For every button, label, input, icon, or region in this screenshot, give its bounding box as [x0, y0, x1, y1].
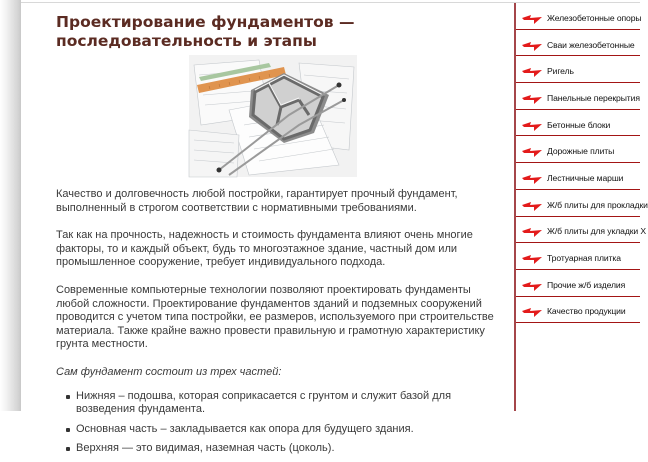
- red-lightning-bolt-icon: [522, 225, 542, 237]
- sidebar-item-concrete-blocks[interactable]: [516, 110, 640, 137]
- sidebar-item-road-slabs[interactable]: [516, 136, 640, 163]
- sidebar-item-stair-flights[interactable]: [516, 163, 640, 190]
- foundation-parts-list: [56, 390, 496, 456]
- sidebar-item-label: Сваи железобетонные: [547, 39, 635, 50]
- red-lightning-bolt-icon: [522, 145, 542, 157]
- sidebar-item-panel-floors[interactable]: [516, 83, 640, 110]
- sidebar-item-slabs-for-placement[interactable]: [516, 217, 647, 244]
- sidebar-item-label: Железобетонные опоры: [547, 12, 642, 23]
- sidebar-item-label: Ригель: [547, 66, 574, 77]
- sidebar-item-label: Ж/б плиты для прокладки: [547, 199, 648, 210]
- sidebar-item-label: Дорожные плиты: [547, 146, 615, 157]
- article-paragraph: Так как на прочность, надежность и стоимость фундамента влияют очень многие факторы, то и каждый объект, будь то многоэтажное здание, частный дом или промышленное сооружение, требует индивидуального подхода.: [56, 229, 473, 269]
- red-lightning-bolt-icon: [522, 119, 542, 131]
- sidebar-item-product-quality[interactable]: [516, 297, 640, 324]
- list-item: Нижняя – подошва, которая соприкасается с грунтом и служит базой для возведения фундамента.: [66, 390, 496, 417]
- product-sidebar: [514, 3, 648, 411]
- red-lightning-bolt-icon: [522, 305, 542, 317]
- sidebar-item-label: Лестничные марши: [547, 172, 624, 183]
- red-lightning-bolt-icon: [522, 65, 542, 77]
- sidebar-item-label: Панельные перекрытия: [547, 92, 640, 103]
- red-lightning-bolt-icon: [522, 252, 542, 264]
- red-lightning-bolt-icon: [522, 199, 542, 211]
- sidebar-item-paving-tiles[interactable]: [516, 243, 640, 270]
- list-item: Основная часть – закладывается как опора для будущего здания.: [66, 423, 496, 437]
- sidebar-item-concrete-piles[interactable]: [516, 30, 640, 57]
- list-lead-in: Сам фундамент состоит из трех частей:: [56, 365, 282, 378]
- list-item: Верхняя — это видимая, наземная часть (цоколь).: [66, 442, 496, 456]
- article-paragraph: Качество и долговечность любой постройки, гарантирует прочный фундамент, выполненный в строгом соответствии с нормативными требованиями.: [56, 188, 458, 214]
- sidebar-item-reinforced-concrete-supports[interactable]: [516, 3, 640, 30]
- hero-image: [189, 55, 357, 177]
- sidebar-item-label: Бетонные блоки: [547, 119, 611, 130]
- sidebar-item-label: Ж/б плиты для укладки Х: [547, 226, 647, 237]
- sidebar-item-slabs-for-laying[interactable]: [516, 190, 648, 217]
- article-paragraph: Современные компьютерные технологии позволяют проектировать фундаменты любой сложности. Проектирование фундаментов зданий и подземных сооружений проводится с учетом типа постройки, ее размеров, используемого при строительстве материала. Также крайне важно провести правильную и грамотную характеристику грунта местности.: [56, 283, 494, 351]
- sidebar-item-label: Тротуарная плитка: [547, 253, 621, 264]
- sidebar-item-other-products[interactable]: [516, 270, 640, 297]
- red-lightning-bolt-icon: [522, 92, 542, 104]
- sidebar-item-label: Прочие ж/б изделия: [547, 279, 626, 290]
- red-lightning-bolt-icon: [522, 172, 542, 184]
- sidebar-item-crossbar[interactable]: [516, 56, 640, 83]
- page-title: Проектирование фундаментов — последовательность и этапы: [56, 13, 355, 50]
- red-lightning-bolt-icon: [522, 279, 542, 291]
- sidebar-item-label: Качество продукции: [547, 306, 626, 317]
- article-body: [56, 188, 496, 462]
- red-lightning-bolt-icon: [522, 12, 542, 24]
- page-left-shadow: [0, 0, 21, 411]
- red-lightning-bolt-icon: [522, 39, 542, 51]
